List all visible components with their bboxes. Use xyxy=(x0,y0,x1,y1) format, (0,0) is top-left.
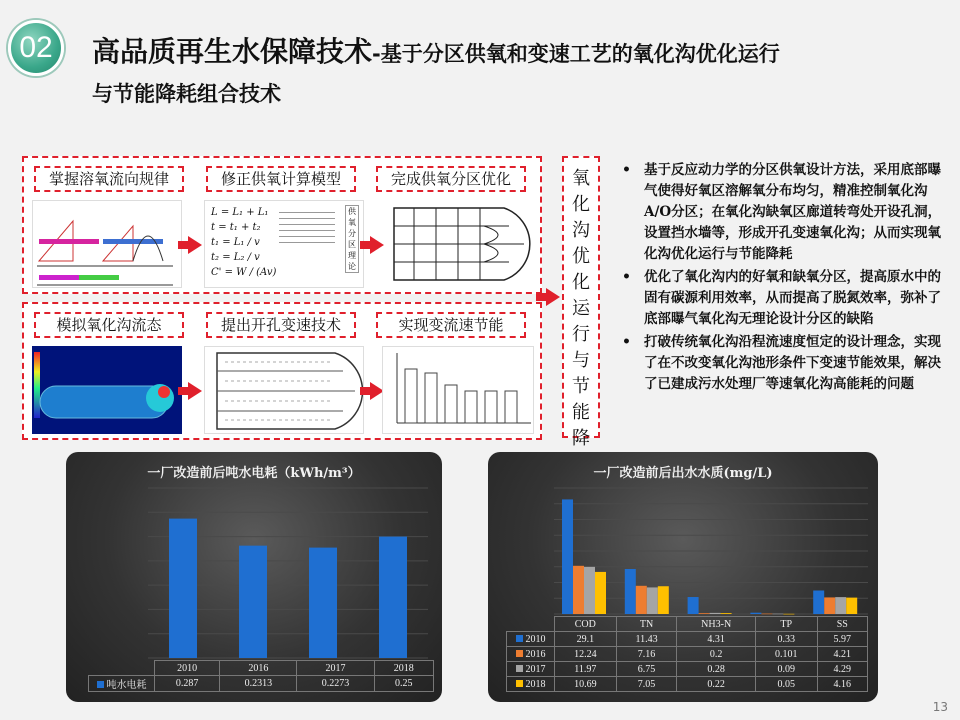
result-char: 与 xyxy=(572,350,590,371)
series-label: 2010 xyxy=(507,632,555,647)
table-cell: 0.05 xyxy=(755,677,817,692)
bar xyxy=(772,614,783,615)
table-cell: 0.287 xyxy=(155,676,220,692)
table-cell: 4.29 xyxy=(817,662,867,677)
bar xyxy=(761,614,772,615)
bar xyxy=(595,572,606,614)
side-char: 区 xyxy=(348,240,356,249)
flow-arrow xyxy=(370,236,384,254)
bar xyxy=(699,613,710,614)
series-label: 2017 xyxy=(507,662,555,677)
flow-arrow xyxy=(188,382,202,400)
energy-chart-panel xyxy=(66,452,442,702)
bar xyxy=(688,597,699,614)
formula-line: C' = W / (Av) xyxy=(211,267,277,278)
bar xyxy=(636,586,647,614)
formula-line: L = L₁ + L₁ xyxy=(211,207,269,218)
title-sub: -基于分区供氧和变速工艺的氧化沟优化运行 xyxy=(372,42,780,66)
bar xyxy=(169,519,197,658)
table-cell: 7.16 xyxy=(616,647,677,662)
bullet-item: • 优化了氧化沟内的好氧和缺氧分区，提高原水中的固有碳源利用效率，从而提高了脱氮效率，弥补了底部曝气氧化沟无理论设计分区的缺陷 xyxy=(622,267,946,330)
energy-data-table xyxy=(88,660,434,692)
table-header: COD xyxy=(555,617,617,632)
section-badge: 02 xyxy=(8,20,64,76)
series-label: 2018 xyxy=(507,677,555,692)
quality-data-table xyxy=(506,616,868,692)
bar xyxy=(835,597,846,614)
cfd-simulation-image xyxy=(32,346,182,434)
table-header: 2010 xyxy=(155,661,220,676)
bar xyxy=(658,586,669,614)
table-header: NH3-N xyxy=(677,617,755,632)
page-title xyxy=(92,32,952,114)
chart-title: 一厂改造前后出水水质(mg/L) xyxy=(593,466,773,481)
flow-arrow xyxy=(546,288,560,306)
result-box xyxy=(562,156,600,449)
bar xyxy=(239,546,267,658)
chart-title: 一厂改造前后吨水电耗（kWh/m³） xyxy=(147,466,361,481)
bar xyxy=(783,614,794,615)
formula-line: t = t₁ + t₂ xyxy=(211,222,261,233)
step-header: 实现变流速节能 xyxy=(376,312,526,338)
step-header: 完成供氧分区优化 xyxy=(376,166,526,192)
result-char: 行 xyxy=(572,324,590,345)
table-cell: 7.05 xyxy=(616,677,677,692)
table-header: 2018 xyxy=(374,661,433,676)
table-cell: 0.2313 xyxy=(220,676,297,692)
step-header: 模拟氧化沟流态 xyxy=(34,312,184,338)
table-header: SS xyxy=(817,617,867,632)
page-number: 13 xyxy=(932,700,948,714)
table-header: 2017 xyxy=(297,661,374,676)
side-char: 供 xyxy=(348,207,356,216)
flow-group-1 xyxy=(22,156,542,294)
step-header: 掌握溶氧流向规律 xyxy=(34,166,184,192)
velocity-bar-image xyxy=(382,346,534,434)
table-cell: 4.31 xyxy=(677,632,755,647)
table-cell: 0.22 xyxy=(677,677,755,692)
result-char: 氧 xyxy=(572,168,590,189)
result-char: 能 xyxy=(572,402,590,423)
formula-image xyxy=(204,200,364,288)
ditch-zone-image xyxy=(384,200,534,288)
result-char: 化 xyxy=(572,194,590,215)
bar xyxy=(584,567,595,614)
table-header: TP xyxy=(755,617,817,632)
result-char: 优 xyxy=(572,246,590,267)
bar xyxy=(379,537,407,658)
result-char: 化 xyxy=(572,272,590,293)
step-header: 修正供氧计算模型 xyxy=(206,166,356,192)
bar xyxy=(625,569,636,614)
side-char: 理 xyxy=(348,251,356,260)
table-corner xyxy=(507,617,555,632)
table-cell: 0.28 xyxy=(677,662,755,677)
table-header: TN xyxy=(616,617,677,632)
bullet-item: • 打破传统氧化沟沿程流速度恒定的设计理念，实现了在不改变氧化沟池形条件下变速节能效果，解决了已建成污水处理厂等速氧化沟高能耗的问题 xyxy=(622,332,946,395)
bar xyxy=(846,598,857,614)
table-cell: 10.69 xyxy=(555,677,617,692)
table-cell: 5.97 xyxy=(817,632,867,647)
bar xyxy=(824,597,835,614)
table-cell: 0.101 xyxy=(755,647,817,662)
result-char: 降 xyxy=(572,428,590,449)
table-cell: 0.2273 xyxy=(297,676,374,692)
series-label: 2016 xyxy=(507,647,555,662)
bar xyxy=(750,613,761,614)
table-header: 2016 xyxy=(220,661,297,676)
quality-chart-panel xyxy=(488,452,878,702)
step-header: 提出开孔变速技术 xyxy=(206,312,356,338)
table-cell: 29.1 xyxy=(555,632,617,647)
table-cell: 0.33 xyxy=(755,632,817,647)
result-char: 运 xyxy=(572,298,590,319)
side-char: 论 xyxy=(348,262,356,271)
series-label: 吨水电耗 xyxy=(89,676,155,692)
title-main: 高品质再生水保障技术 xyxy=(92,35,373,68)
result-char: 沟 xyxy=(572,220,590,241)
side-char: 分 xyxy=(348,229,356,238)
bar xyxy=(562,499,573,614)
do-profile-image xyxy=(32,200,182,288)
flow-arrow xyxy=(188,236,202,254)
bar xyxy=(573,566,584,614)
flow-group-2 xyxy=(22,302,542,440)
table-cell: 0.25 xyxy=(374,676,433,692)
bar xyxy=(721,613,732,614)
formula-line: t₁ = L₁ / v xyxy=(211,237,260,248)
table-cell: 4.21 xyxy=(817,647,867,662)
bar xyxy=(813,590,824,614)
table-cell: 11.43 xyxy=(616,632,677,647)
table-cell: 0.2 xyxy=(677,647,755,662)
table-cell: 12.24 xyxy=(555,647,617,662)
result-char: 节 xyxy=(572,376,590,397)
table-cell: 4.16 xyxy=(817,677,867,692)
side-char: 氧 xyxy=(348,218,356,227)
variable-speed-ditch-image xyxy=(204,346,364,434)
bar xyxy=(710,613,721,614)
bullet-list xyxy=(622,160,946,397)
bar xyxy=(647,587,658,614)
table-cell: 11.97 xyxy=(555,662,617,677)
bullet-item: • 基于反应动力学的分区供氧设计方法，采用底部曝气使得好氧区溶解氧分布均匀，精准控制氧化沟A/O分区；在氧化沟缺氧区廊道转弯处开设孔洞，设置挡水墙等，形成开孔变速氧化沟；从而实现氧化沟优化运行与节能降耗 xyxy=(622,160,946,265)
bar xyxy=(309,548,337,658)
formula-line: t₂ = L₂ / v xyxy=(211,252,260,263)
table-cell: 6.75 xyxy=(616,662,677,677)
table-corner xyxy=(89,661,155,676)
title-line2: 与节能降耗组合技术 xyxy=(92,82,281,106)
table-cell: 0.09 xyxy=(755,662,817,677)
